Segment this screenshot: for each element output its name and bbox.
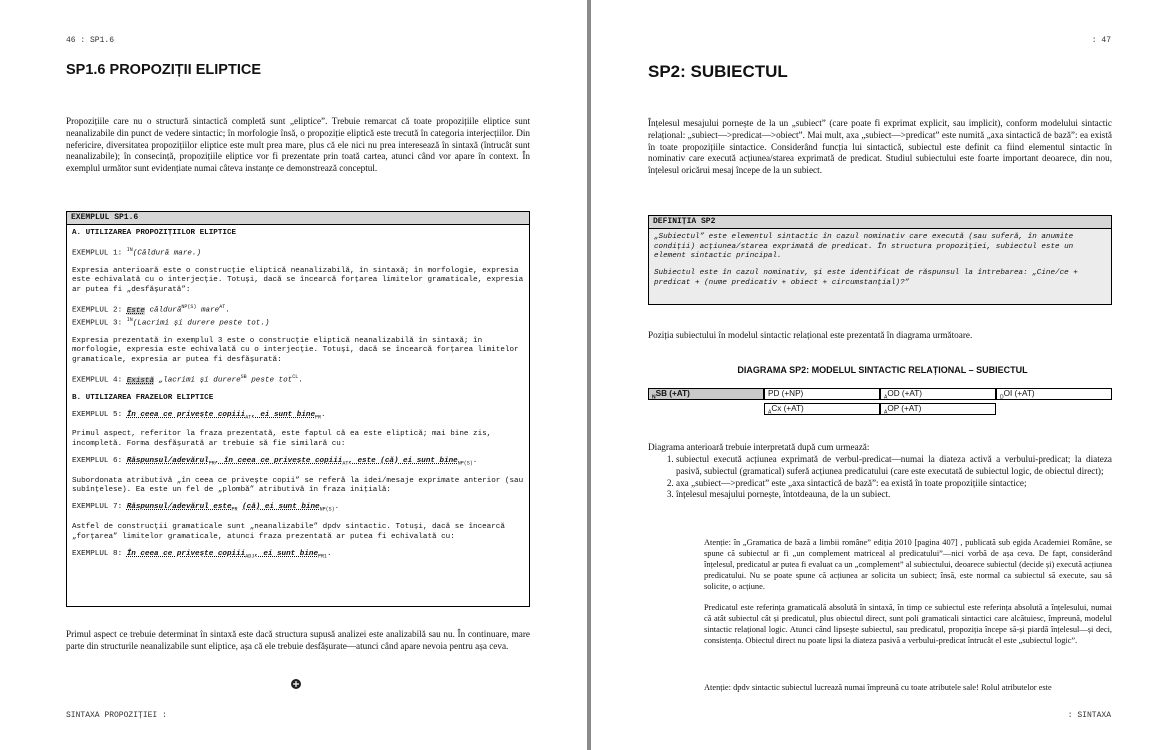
- oi-prefix: D: [1000, 394, 1004, 401]
- diagram-cell-direct-object: [880, 388, 996, 400]
- example-2-label: EXEMPLUL 2:: [72, 306, 123, 315]
- pd-label: PD (+NP): [768, 389, 804, 398]
- example-1-text: (Căldură mare.): [132, 249, 202, 258]
- example-6-label: EXEMPLUL 6:: [72, 457, 123, 466]
- para-5: Astfel de construcții gramaticale sunt „neanalizabile” dpdv sintactic. Totuși, dacă se încearcă „forțarea” limitelor gramaticale, atunci fraza prezentată ar putea fi echivalată cu:: [72, 522, 505, 541]
- interpretation-item-3: 3. înțelesul mesajului pornește, întotdeauna, de la un subiect.: [676, 489, 1112, 501]
- example-7-sub2: NP(S): [319, 506, 335, 513]
- section-b-heading: B. UTILIZAREA FRAZELOR ELIPTICE: [72, 393, 214, 402]
- example-8-sub2: PR1: [318, 553, 328, 560]
- example-7-part-b: (că) ei sunt bine: [242, 503, 320, 512]
- ornament-icon: [290, 678, 302, 692]
- oi-label: OI (+AT): [1003, 389, 1035, 398]
- example-6: [72, 457, 524, 469]
- interpretation-item-2: 2. axa „subiect—>predicat” este „axa sintactică de bază”: ea există în toate propozițiile sintactice;: [676, 478, 1112, 490]
- example-2-sup1: NP(S): [181, 304, 197, 310]
- left-intro-paragraph: Propozițiile care nu o structură sintactică completă sunt „eliptice”. Trebuie remarcat că toate propozițiile eliptice sunt neanalizabile din punct de vedere sintactic; în morfologie însă, o propoziție eliptică este trecută în categoria interjecțiilor. Din nefericire, diversitatea propozițiilor eliptice este mult prea mare, plus că ele nici nu prea interesează în sintaxă (întrucât sunt neanalizabile); în consecință, propozițiile eliptice vor fi prezentate prin toată cartea, atunci când vor apare în context. În exemplul următor sunt evidențiate numai câteva instanțe ce demonstrează conceptul.: [66, 116, 530, 174]
- example-4-sup2: CL: [292, 374, 299, 381]
- example-8-end: .: [327, 549, 332, 558]
- example-4-verb: Există: [126, 376, 155, 385]
- definition-line-1: „Subiectul” este elementul sintactic în cazul nominativ care execută (sau suferă, în anumite condiții) acțiunea/starea exprimată de predicat. În structura propoziției, subiectul este un element sintactic principal.: [654, 233, 1074, 261]
- left-page-footer: SINTAXA PROPOZIȚIEI :: [66, 711, 167, 720]
- example-8: [72, 550, 524, 562]
- section-a-heading: A. UTILIZAREA PROPOZIȚIILOR ELIPTICE: [72, 229, 237, 237]
- para-3: Primul aspect, referitor la fraza prezentată, este faptul că ea este eliptică; mai bine zis, incompletă. Forma desfășurată ar trebuie să fie similară cu:: [72, 430, 492, 448]
- position-paragraph: Poziția subiectului în modelul sintactic relațional este prezentată în diagrama următoare.: [648, 330, 973, 340]
- example-7-part-a: Răspunsul/adevărul este: [126, 503, 232, 512]
- example-8-part-b: , ei sunt bine: [254, 549, 319, 558]
- example-8-sub1: ADJ: [245, 553, 255, 560]
- example-3-sup: IN: [126, 317, 133, 324]
- left-page-header: 46 : SP1.6: [66, 36, 115, 45]
- example-7-sub1: PR: [231, 506, 238, 513]
- right-page: [591, 0, 1174, 750]
- sb-prefix: N: [652, 394, 656, 401]
- definition-box-title: DEFINIȚIA SP2: [649, 216, 1111, 229]
- example-8-part-a: În ceea ce privește copiii: [126, 549, 246, 558]
- diagram-cell-subject: [648, 388, 764, 400]
- example-5-sub1: AT: [245, 414, 252, 421]
- example-6-part-c: , este (că) ei sunt bine: [348, 457, 458, 466]
- cx-prefix: A: [768, 409, 772, 416]
- example-5-label: EXEMPLUL 5:: [72, 410, 123, 419]
- example-3: [72, 316, 524, 329]
- example-6-end: .: [472, 457, 478, 466]
- definition-box: [648, 215, 1112, 305]
- sb-label: SB (+AT): [655, 389, 690, 398]
- example-6-part-b: , în ceea ce privește copiii: [214, 457, 343, 466]
- example-5-end: .: [321, 410, 326, 419]
- diagram-title: DIAGRAMA SP2: MODELUL SINTACTIC RELAȚIONAL – SUBIECTUL: [737, 365, 1028, 375]
- example-4-label: EXEMPLUL 4:: [72, 376, 123, 385]
- definition-line-2: Subiectul este în cazul nominativ, și este identificat de răspunsul la întrebarea: „Cine/ce + predicat + (nume predicativ + obiect + circumstanțial)?”: [654, 269, 1078, 287]
- example-2-sup2: AT: [219, 304, 226, 310]
- diagram-cell-predicate: [764, 388, 880, 400]
- example-box: [66, 211, 530, 607]
- od-prefix: A: [884, 394, 888, 401]
- example-2-verb: Este: [126, 306, 145, 315]
- example-5-part-a: În ceea ce privește copiii: [126, 410, 246, 419]
- right-page-title: SP2: SUBIECTUL: [648, 62, 788, 81]
- definition-box-body: [649, 229, 1111, 292]
- example-4-sup1: SB: [240, 374, 247, 381]
- para-1: Expresia anterioară este o construcție eliptică neanalizabilă, în sintaxă; în morfologie, expresia este echivalată cu o interjecție. Totuși, dacă se încearcă forțarea limitelor gramaticale, expresia ar putea fi „desfășurată”:: [72, 266, 524, 294]
- example-1-label: EXEMPLUL 1:: [72, 249, 123, 258]
- relational-diagram: [648, 388, 1112, 418]
- example-4-end: .: [298, 376, 303, 385]
- example-2-end: .: [225, 306, 230, 315]
- example-4: [72, 373, 524, 386]
- example-6-part-a: Răspunsul/adevărul: [126, 457, 209, 466]
- example-6-sub3: NP(S): [457, 460, 473, 467]
- cx-label: Cx (+AT): [771, 404, 804, 413]
- diagram-cell-prepositional-object: [880, 403, 996, 415]
- example-5: [72, 411, 524, 423]
- diagram-cell-circumstantial: [764, 403, 880, 415]
- left-page-title: SP1.6 PROPOZIȚII ELIPTICE: [66, 62, 261, 78]
- example-2: [72, 303, 524, 316]
- od-label: OD (+AT): [887, 389, 922, 398]
- example-5-part-b: , ei sunt bine: [251, 410, 316, 419]
- example-8-label: EXEMPLUL 8:: [72, 549, 123, 558]
- example-7-end: .: [334, 503, 340, 512]
- para-2: Expresia prezentată în exemplul 3 este o construcție eliptică neanalizabilă în sintaxă; în morfologie, expresia este echivalată cu o interjecție. Totuși, dacă se încearcă forțarea limitelor gramaticale, expresia ar putea fi desfășurată:: [72, 336, 519, 364]
- note-academy: Atenție: în „Gramatica de bază a limbii române” ediția 2010 [pagina 407] , publicată sub egida Academiei Române, se spune că subiectul ar fi „un complement matriceal al predicatului”—nici vorbă de așa ceva. De fapt, considerând înțelesul, predicatul ar putea fi evaluat ca un „complement” al subiectului, deoarece subiectul (decide și) execută acțiunea predicatului. Nu se poate spune că acțiunea ar solicita un subiect; însă, este normal ca subiectul să execute, sau să solicite, o acțiune.: [704, 538, 1112, 591]
- example-4-text2: peste tot: [251, 376, 293, 385]
- example-6-sub1: PR: [208, 460, 215, 467]
- op-label: OP (+AT): [887, 404, 922, 413]
- example-3-text: (Lacrimi și durere peste tot.): [132, 319, 270, 328]
- example-1-sup: IN: [126, 247, 133, 254]
- right-page-header: : 47: [1091, 36, 1111, 45]
- example-7: [72, 503, 524, 515]
- example-6-sub2: AT: [342, 460, 349, 467]
- example-7-label: EXEMPLUL 7:: [72, 503, 123, 512]
- right-page-footer: : SINTAXA: [1067, 711, 1111, 720]
- interpretation-list: [662, 454, 1112, 501]
- interpret-lead: Diagrama anterioară trebuie interpretată după cum urmează:: [648, 442, 870, 452]
- example-3-label: EXEMPLUL 3:: [72, 319, 123, 328]
- example-5-sub2: PR: [315, 414, 322, 421]
- example-2-noun: căldură: [149, 306, 182, 315]
- example-1: [72, 246, 524, 259]
- example-2-adj: mare: [200, 306, 220, 315]
- right-intro-paragraph: Înțelesul mesajului pornește de la un „subiect” (care poate fi exprimat explicit, sau implicit), conform modelului sintactic relațional: „subiect—>predicat—>obiect”. Mai mult, axa „subiect—>predicat” este numită „axa sintactică de bază”: ea există în toate propozițiile sintactice. Considerând funcția lui sintactică, subiectul este definit ca fiind elementul sintactic în nominativ care execută acțiunea/starea exprimată de predicat. Studiul subiectului este foarte important deoarece, din nou, înțelesul oricărui mesaj începe de la un subiect.: [648, 118, 1112, 176]
- op-prefix: A: [884, 409, 888, 416]
- example-box-body: [67, 225, 529, 566]
- left-closing-paragraph: Primul aspect ce trebuie determinat în sintaxă este dacă structura supusă analizei este analizabilă sau nu. În continuare, mare parte din structurile neanalizabile sunt eliptice, așa că ele trebuie desfășurate—atunci când apare nevoia pentru așa ceva.: [66, 629, 530, 651]
- note-predicate: Predicatul este referința gramaticală absolută în sintaxă, în timp ce subiectul este referința absolută a înțelesului, numai că atât subiectul cât și predicatul, plus obiectul direct, sunt poli gramaticali sintactici care alcătuiesc, împreună, modelul sintactic relațional logic. Atunci când lipsește subiectul, sau predicatul, propoziția începe să-și piardă înțelesul—și deci, consistența. Obiectul direct nu poate lipsi la diateza pasivă a verbului-predicat întrucât el este „subiectul logic”.: [704, 603, 1112, 645]
- interpretation-item-1: 1. subiectul execută acțiunea exprimată de verbul-predicat—numai la diateza activă a verbului-predicat; la diateza pasivă, subiectul (gramatical) suferă acțiunea predicatului (care este executată de subiectul logic, de obiectul direct);: [676, 454, 1112, 478]
- diagram-cell-indirect-object: [996, 388, 1112, 400]
- example-box-title: EXEMPLUL SP1.6: [67, 212, 529, 225]
- note-attributes: Atenție: dpdv sintactic subiectul lucrează numai împreună cu toate atributele sale! Rolul atributelor este: [704, 683, 1052, 692]
- example-4-text: „lacrimi și durere: [158, 376, 241, 385]
- para-4: Subordonata atributivă „în ceea ce privește copii” se referă la idei/mesaje exprimate anterior (sau subînțelese). Ea este un fel de „plombă” atributivă în fraza inițială:: [72, 476, 524, 495]
